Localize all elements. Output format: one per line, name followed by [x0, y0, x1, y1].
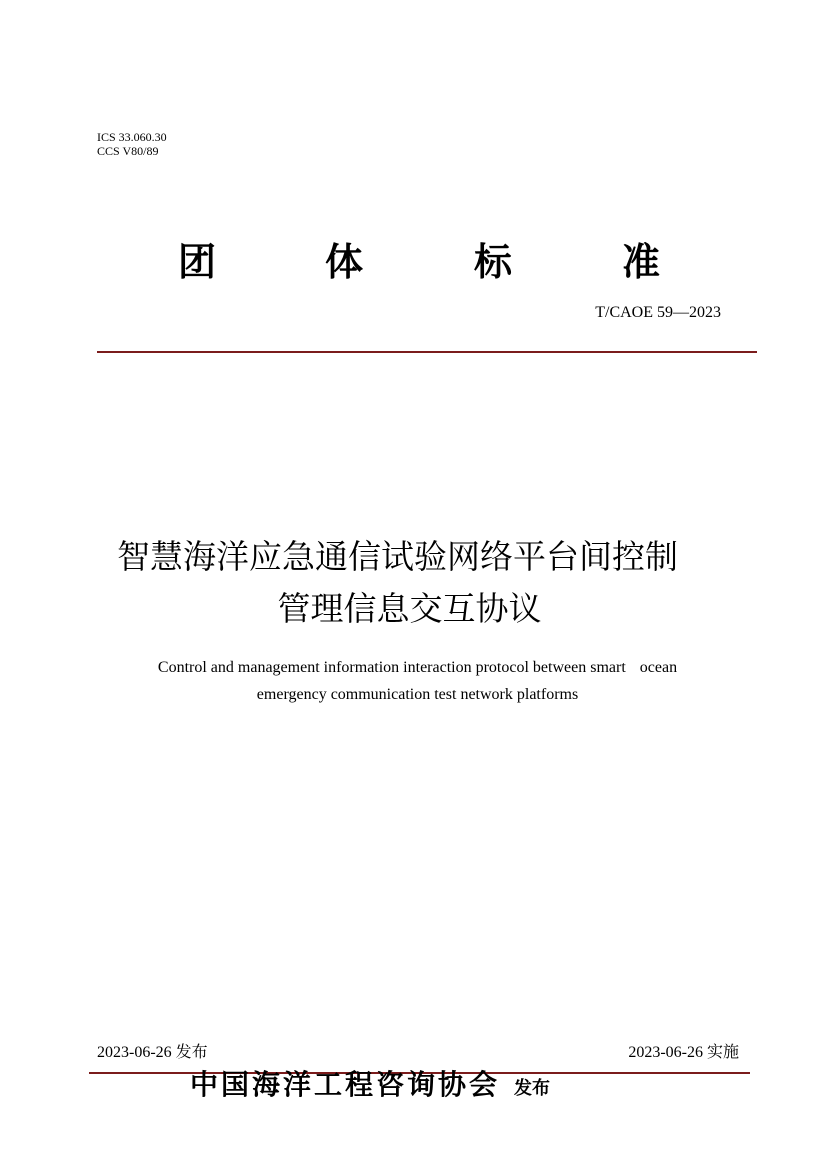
- release-date-line: [97, 1039, 208, 1062]
- standard-type-char: 团: [178, 240, 217, 284]
- title-en-line-1: [10, 654, 815, 681]
- title-en-line-1-text: Control and management information interaction protocol between smart: [157, 659, 626, 676]
- ccs-code: CCS V80/89: [97, 144, 159, 158]
- classification-codes: [97, 130, 167, 158]
- standard-code: T/CAOE 59—2023: [595, 304, 721, 321]
- implementation-date-line: [628, 1039, 739, 1062]
- standard-type-char: 准: [622, 240, 661, 284]
- title-zh-line-1: 智慧海洋应急通信试验网络平台间控制: [117, 537, 678, 576]
- title-zh-line-2: 管理信息交互协议: [277, 589, 542, 628]
- ics-code: ICS 33.060.30: [97, 130, 167, 144]
- header-divider: [97, 351, 757, 353]
- title-en-line-2: emergency communication test network platforms: [256, 686, 579, 703]
- publisher-line: [190, 1065, 550, 1105]
- release-date: 2023-06-26: [97, 1044, 172, 1061]
- title-en-line-1-tail: ocean: [639, 659, 678, 676]
- implementation-date: 2023-06-26: [628, 1044, 703, 1061]
- standard-type-char: 标: [474, 240, 513, 284]
- release-label: 发布: [175, 1042, 208, 1061]
- publisher-org: 中国海洋工程咨询协会: [190, 1068, 501, 1101]
- publisher-label: 发布: [514, 1078, 551, 1099]
- implementation-label: 实施: [706, 1042, 739, 1061]
- standard-type-char: 体: [325, 240, 364, 284]
- standard-type-heading: [0, 236, 815, 292]
